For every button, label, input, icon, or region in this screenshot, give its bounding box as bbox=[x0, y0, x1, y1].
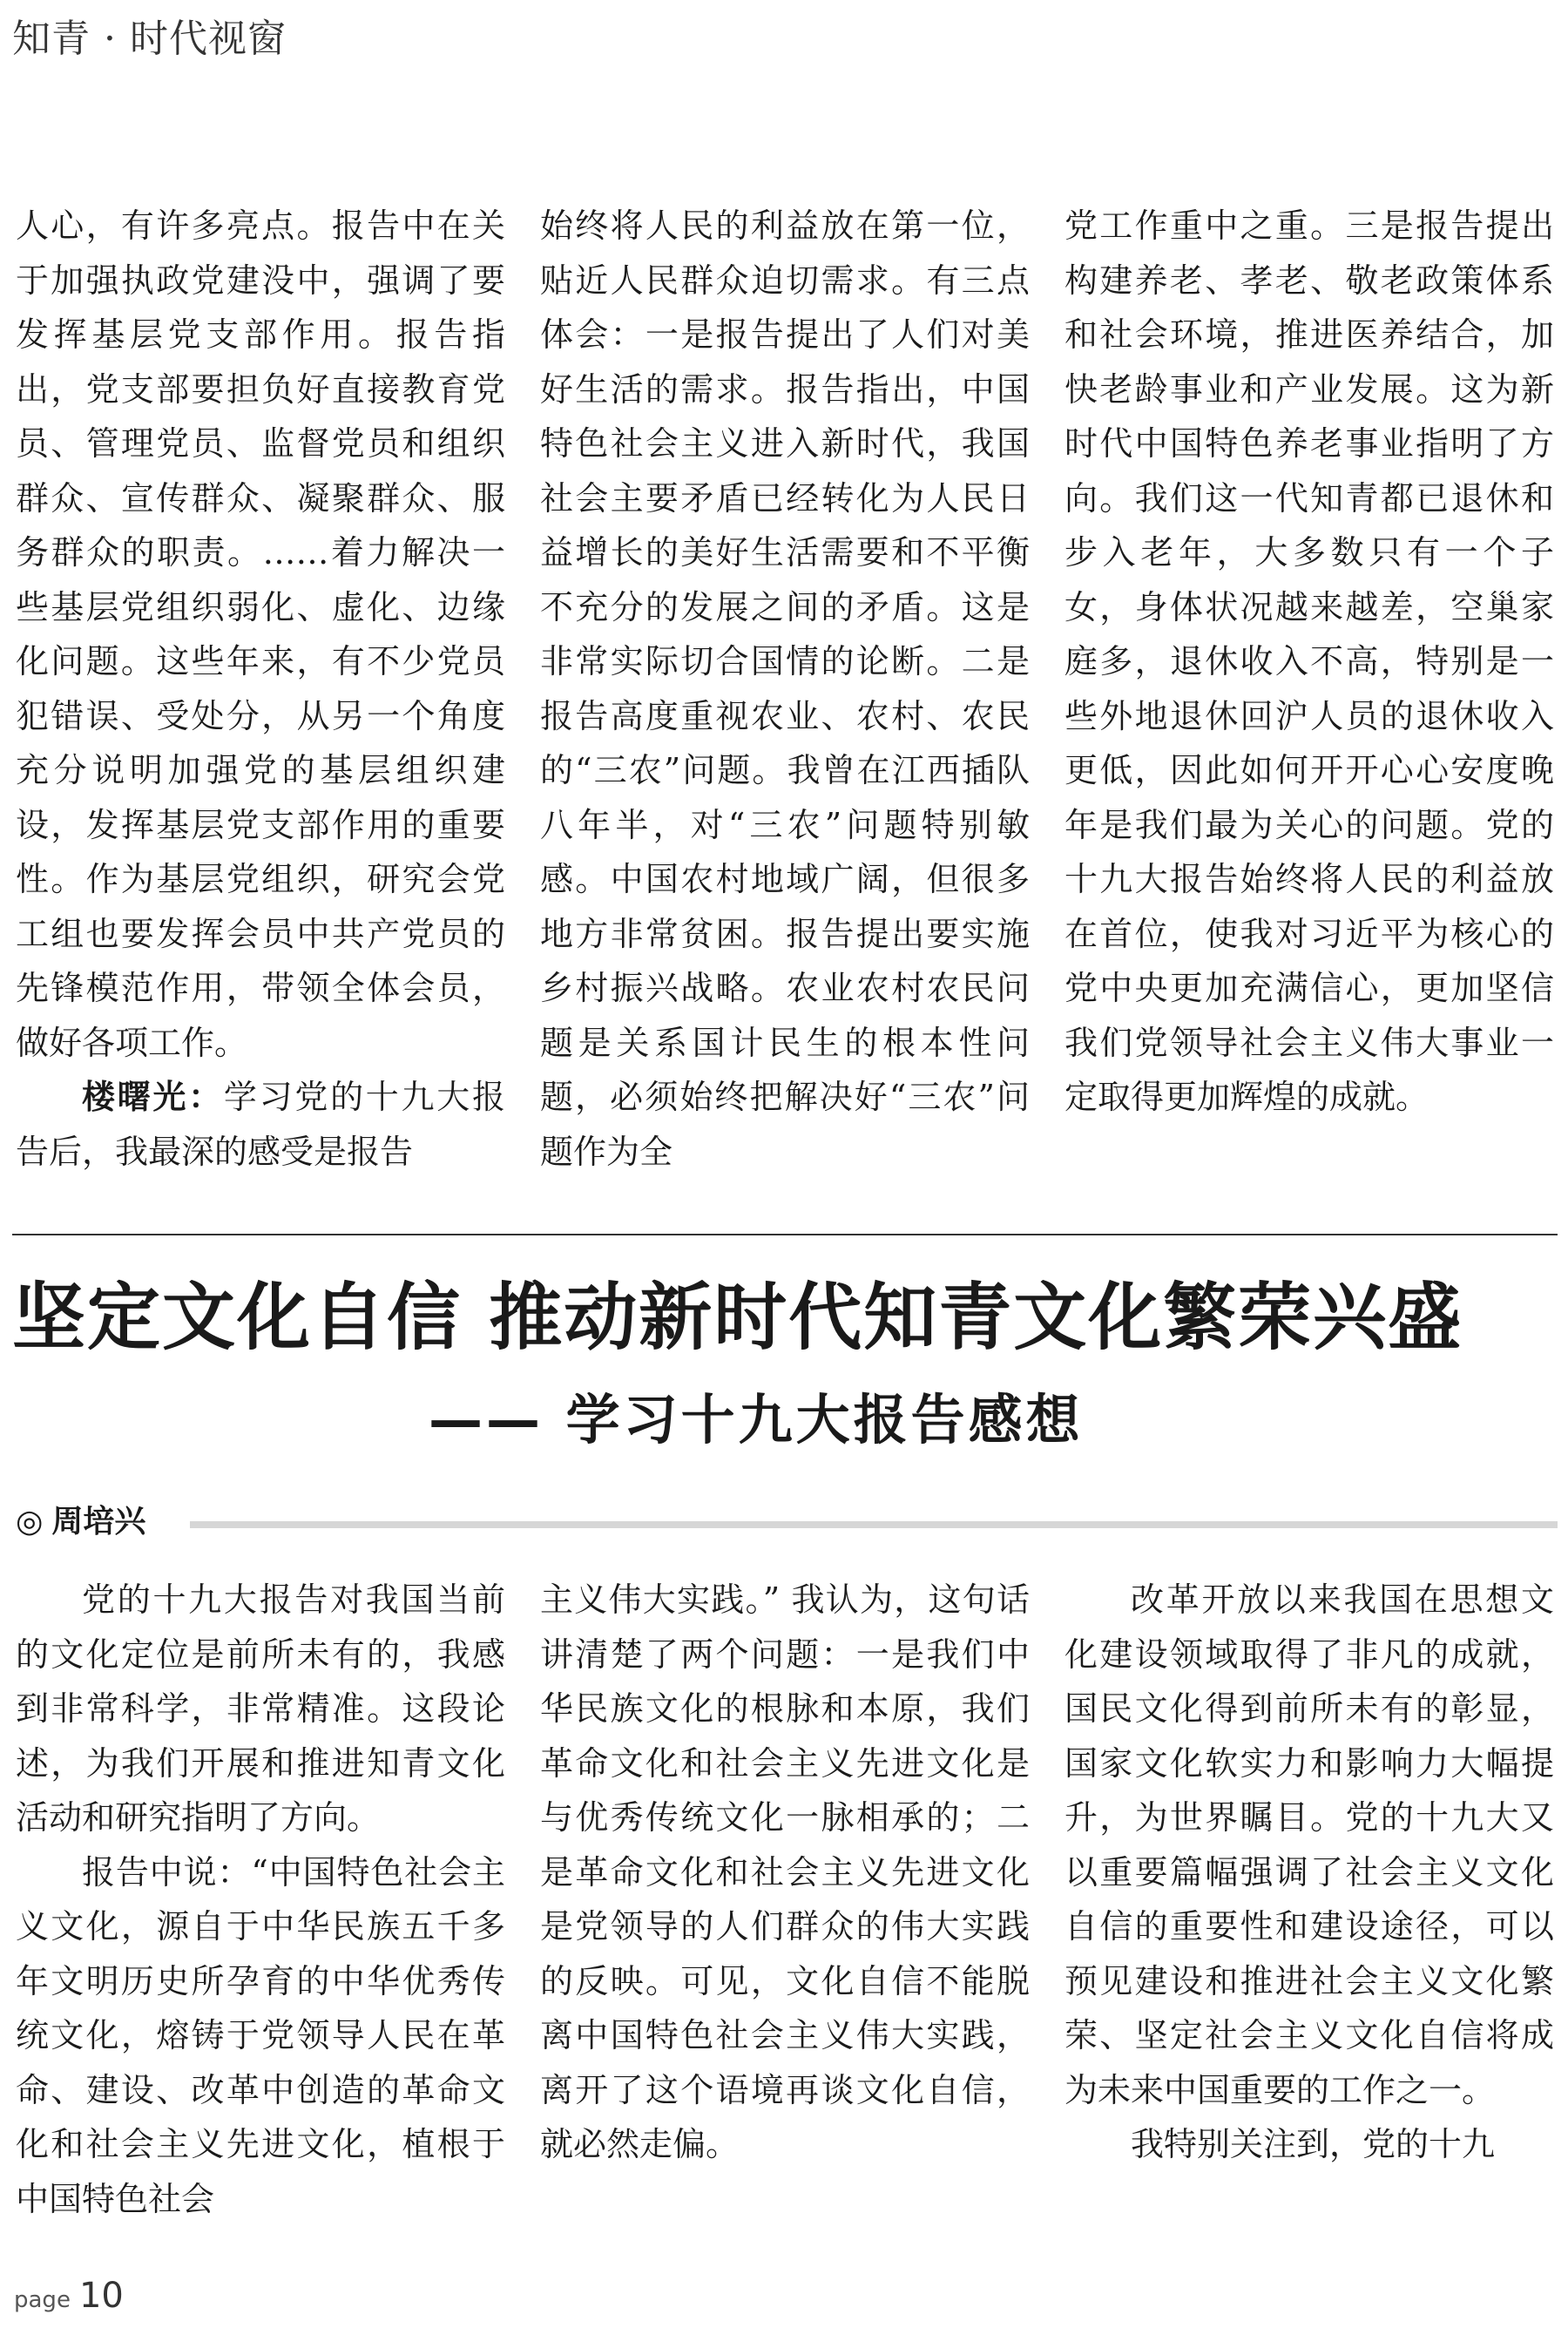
paragraph: 人心，有许多亮点。报告中在关于加强执政党建没中，强调了要发挥基层党支部作用。报告指出，党支部要担负好直接教育党员、管理党员、监督党员和组织群众、宣传群众、凝聚群众、服务群众的职责。……着力解决一些基层党组织弱化、虚化、边缘化问题。这些年来，有不少党员犯错误、受处分，从另一个角度充分说明加强党的基层组织建设，发挥基层党支部作用的重要性。作为基层党组织，研究会党工组也要发挥会员中共产党员的先锋模范作用，带领全体会员，做好各项工作。 bbox=[16, 206, 505, 1062]
paragraph: 党工作重中之重。三是报告提出构建养老、孝老、敬老政策体系和社会环境，推进医养结合，加快老龄事业和产业发展。这为新时代中国特色养老事业指明了方向。我们这一代知青都已退休和步入老年，大多数只有一个子女，身体状况越来越差，空巢家庭多，退休收入不高，特别是一些外地退休回沪人员的退休收入更低，因此如何开开心心安度晚年是我们最为关心的问题。党的十九大报告始终将人民的利益放在首位，使我对习近平为核心的党中央更加充满信心，更加坚信我们党领导社会主义伟大事业一定取得更加辉煌的成就。 bbox=[1064, 206, 1554, 1116]
article-subtitle: —— 学习十九大报告感想 bbox=[429, 1388, 1084, 1452]
byline-marker: ◎ bbox=[16, 1504, 44, 1540]
section-divider bbox=[12, 1234, 1558, 1235]
author-name: 周培兴 bbox=[51, 1504, 146, 1540]
article-column-2 bbox=[540, 1573, 1030, 2235]
paragraph: 报告中说：“中国特色社会主义文化，源自于中华民族五千多年文明历史所孕育的中华优秀传统文化，熔铸于党领导人民在革命、建设、改革中创造的革命文化和社会主义先进文化，植根于中国特色社会 bbox=[16, 1852, 505, 2218]
text-column-1 bbox=[16, 199, 505, 1192]
paragraph: 始终将人民的利益放在第一位，贴近人民群众迫切需求。有三点体会：一是报告提出了人们对美好生活的需求。报告指出，中国特色社会主义进入新时代，我国社会主要矛盾已经转化为人民日益增长的美好生活需要和不平衡不充分的发展之间的矛盾。这是非常实际切合国情的论断。二是报告高度重视农业、农村、农民的“三农”问题。我曾在江西插队八年半，对“三农”问题特别敏感。中国农村地域广阔，但很多地方非常贫困。报告提出要实施乡村振兴战略。农业农村农民问题是关系国计民生的根本性问题，必须始终把解决好“三农”问题作为全 bbox=[540, 206, 1030, 1171]
byline-rule bbox=[190, 1521, 1558, 1528]
paragraph: 改革开放以来我国在思想文化建设领域取得了非凡的成就，国民文化得到前所未有的彰显，国家文化软实力和影响力大幅提升，为世界瞩目。党的十九大又以重要篇幅强调了社会主义文化自信的重要性和建设途径，可以预见建设和推进社会主义文化繁荣、坚定社会主义文化自信将成为未来中国重要的工作之一。 bbox=[1064, 1580, 1554, 2109]
byline bbox=[16, 1500, 145, 1544]
speaker-name: 楼曙光： bbox=[82, 1078, 224, 1116]
text-column-2 bbox=[540, 199, 1030, 1192]
text-column-3 bbox=[1064, 199, 1554, 1192]
page-footer bbox=[14, 2276, 124, 2316]
article-columns bbox=[16, 1573, 1554, 2235]
page-number: 10 bbox=[78, 2276, 124, 2316]
paragraph: 我特别关注到，党的十九 bbox=[1131, 2125, 1496, 2163]
paragraph-text: 学习党的十九大报告后，我最深的感受是报告 bbox=[16, 1078, 505, 1171]
article-column-1 bbox=[16, 1573, 505, 2235]
paragraph: 党的十九大报告对我国当前的文化定位是前所未有的，我感到非常科学，非常精准。这段论述，为我们开展和推进知青文化活动和研究指明了方向。 bbox=[16, 1580, 505, 1837]
article-column-3 bbox=[1064, 1573, 1554, 2235]
top-article-columns bbox=[16, 199, 1554, 1192]
paragraph bbox=[16, 1070, 505, 1179]
page-label: page bbox=[14, 2287, 71, 2313]
article-title: 坚定文化自信 推动新时代知青文化繁荣兴盛 bbox=[12, 1275, 1463, 1360]
paragraph: 主义伟大实践。” 我认为，这句话讲清楚了两个问题：一是我们中华民族文化的根脉和本原，我们革命文化和社会主义先进文化是与优秀传统文化一脉相承的；二是革命文化和社会主义先进文化是党领导的人们群众的伟大实践的反映。可见，文化自信不能脱离中国特色社会主义伟大实践，离开了这个语境再谈文化自信，就必然走偏。 bbox=[540, 1580, 1030, 2163]
section-header: 知青 · 时代视窗 bbox=[12, 17, 287, 61]
